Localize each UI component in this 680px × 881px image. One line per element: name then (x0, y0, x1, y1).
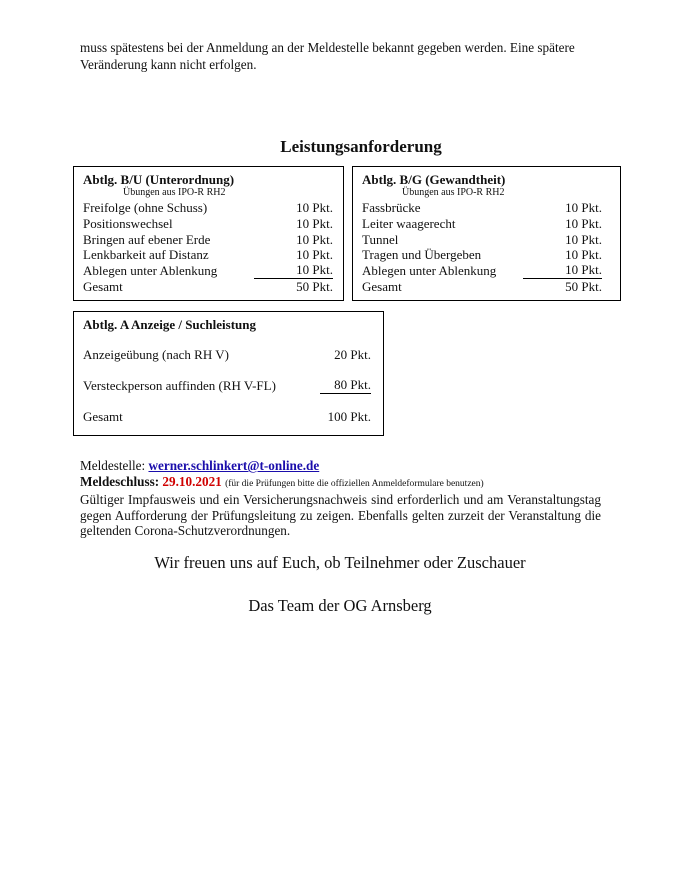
exercise-points: 10 Pkt. (565, 231, 602, 247)
box-unterordnung (73, 166, 344, 301)
exercise-label: Tragen und Übergeben (362, 247, 482, 263)
exercise-row (362, 247, 602, 263)
exercise-label: Fassbrücke (362, 200, 421, 215)
total-points: 100 Pkt. (327, 409, 371, 424)
exercise-points: 10 Pkt. (296, 247, 333, 263)
total-label: Gesamt (83, 278, 123, 294)
exercise-row (362, 232, 602, 248)
box-title: Abtlg. B/U (Unterordnung) (83, 172, 235, 187)
deadline-date: 29.10.2021 (162, 473, 222, 489)
total-label: Gesamt (362, 278, 402, 294)
total-row (83, 409, 371, 425)
exercise-points: 10 Pkt. (254, 263, 333, 279)
exercise-points: 10 Pkt. (296, 215, 333, 231)
exercise-label: Ablegen unter Ablenkung (362, 263, 497, 279)
exercise-label: Versteckperson auffinden (RH V-FL) (83, 378, 276, 393)
exercise-points: 10 Pkt. (296, 200, 333, 215)
exercise-row (83, 247, 333, 263)
section-heading: Leistungsanforderung (280, 137, 442, 156)
exercise-row (83, 216, 333, 232)
deadline-line (80, 474, 601, 493)
exercise-label: Leiter waagerecht (362, 215, 456, 231)
total-row (83, 279, 333, 295)
total-points: 50 Pkt. (565, 278, 602, 294)
exercise-row (83, 347, 371, 363)
exercise-row (362, 200, 602, 216)
exercise-label: Freifolge (ohne Schuss) (83, 200, 208, 215)
exercise-points: 10 Pkt. (296, 231, 333, 247)
contact-section (80, 458, 601, 539)
exercise-label: Tunnel (362, 231, 399, 247)
exercise-points: 10 Pkt. (565, 200, 602, 215)
exercise-label: Positionswechsel (83, 215, 173, 231)
closing-line-team: Das Team der OG Arnsberg (248, 596, 432, 615)
deadline-label: Meldeschluss: (80, 473, 160, 489)
intro-paragraph: muss spätestens bei der Anmeldung an der Meldestelle bekannt gegeben werden. Eine spätere Veränderung kann nicht erfolgen. (80, 40, 575, 72)
box-subtitle: Übungen aus IPO-R RH2 (402, 187, 505, 198)
exercise-row (362, 216, 602, 232)
box-anzeige-suchleistung (73, 311, 384, 436)
box-gewandtheit (352, 166, 621, 301)
requirements-paragraph: Gültiger Impfausweis und ein Versicherungsnachweis sind erforderlich und am Veranstaltungstag gegen Aufforderung der Prüfungsleitung zu zeigen. Ebenfalls gelten zurzeit der Veranstaltung die geltenden Corona-Schutzverordnungen. (80, 492, 601, 538)
exercise-points: 20 Pkt. (334, 347, 371, 362)
exercise-points: 10 Pkt. (565, 215, 602, 231)
meldestelle-label: Meldestelle: (80, 458, 146, 473)
box-subtitle: Übungen aus IPO-R RH2 (123, 187, 226, 198)
exercise-row (362, 263, 602, 279)
exercise-label: Bringen auf ebener Erde (83, 231, 211, 247)
exercise-label: Lenkbarkeit auf Distanz (83, 247, 209, 263)
exercise-points: 10 Pkt. (565, 247, 602, 263)
email-link[interactable]: werner.schlinkert@t-online.de (148, 458, 320, 473)
exercise-row (83, 200, 333, 216)
box-title: Abtlg. B/G (Gewandtheit) (362, 172, 506, 187)
deadline-note: (für die Prüfungen bitte die offiziellen Anmeldeformulare benutzen) (225, 478, 484, 489)
closing-line-welcome: Wir freuen uns auf Euch, ob Teilnehmer oder Zuschauer (154, 553, 526, 572)
total-label: Gesamt (83, 409, 123, 424)
exercise-row (83, 232, 333, 248)
exercise-points: 80 Pkt. (320, 378, 371, 394)
exercise-row (83, 263, 333, 279)
exercise-label: Ablegen unter Ablenkung (83, 263, 218, 279)
box-title: Abtlg. A Anzeige / Suchleistung (83, 317, 256, 332)
exercise-points: 10 Pkt. (523, 263, 602, 279)
meldestelle-line (80, 458, 601, 474)
total-row (362, 279, 602, 295)
total-points: 50 Pkt. (296, 278, 333, 294)
exercise-label: Anzeigeübung (nach RH V) (83, 347, 229, 362)
exercise-row (83, 378, 371, 394)
